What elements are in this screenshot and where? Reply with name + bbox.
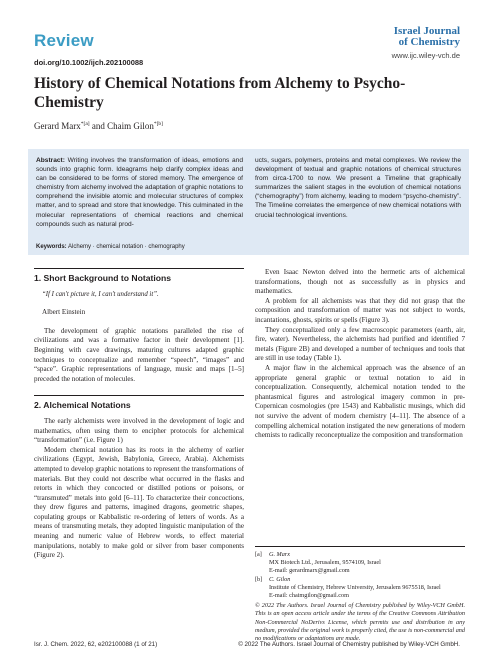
keywords-list: Alchemy · chemical notation · chemography	[68, 244, 185, 250]
paragraph: A problem for all alchemists was that they did not grasp that the composition and transformation of matter was not subject to words, incantations, ghosts, spirits or spells (Figure 3).	[255, 296, 465, 324]
paragraph: Even Isaac Newton delved into the hermetic arts of alchemical transformations, though not as successfully as in physics and mathematics.	[255, 268, 465, 296]
paragraph: A major flaw in the alchemical approach was the absence of an appropriate general graphic or textual notation to aid in conceptualization. Consequently, alchemical notation tended to the phantasmical figures and astrological imagery common in pre-Copernican cosmologies (pre 1543) and Kabbalistic musings, which did not survive the advent of modern chemistry [4–11]. The absence of a compelling alchemical notation instigated the new generations of modern chemists to radically reconceptualize the composition and transformation	[255, 363, 465, 440]
body-column-right	[255, 268, 465, 643]
epigraph-author: Albert Einstein	[42, 308, 86, 317]
affiliation-email[interactable]: E-mail: chaimgilon@gmail.com	[269, 592, 349, 600]
paragraph: The early alchemists were involved in the development of logic and mathematics, often using them to encipher protocols for alchemical “transformation” (i.e. Figure 1)	[34, 416, 244, 445]
author-list	[34, 121, 163, 131]
affiliation-email[interactable]: E-mail: gerardmarx@gmail.com	[269, 567, 350, 575]
author-marker: *[b]	[153, 121, 164, 127]
section-heading: 1. Short Background to Notations	[34, 273, 172, 283]
journal-logo	[394, 26, 460, 48]
section-rule	[34, 268, 244, 269]
affiliation-key: [a]	[255, 551, 262, 558]
paragraph: The development of graphic notations paralleled the rise of civilizations and was a formative factor in their development [1]. Beginning with cave drawings, maturing cultures adapted graphic techniques to conceptualize and remember “speech”, “images” and “space”. Graphic representations of language, music and maps [1–5] preceded the notation of molecules.	[34, 326, 244, 383]
footer-copyright: © 2022 The Authors. Israel Journal of Chemistry published by Wiley-VCH GmbH.	[238, 641, 460, 648]
affiliation-address: Institute of Chemistry, Hebrew University, Jerusalem 9675518, Israel	[269, 583, 441, 591]
affiliation-entry	[255, 551, 465, 576]
journal-name-line1: Israel Journal	[393, 25, 460, 37]
author-name: Gerard Marx	[34, 121, 81, 131]
affiliations	[255, 546, 465, 643]
keywords	[36, 244, 185, 250]
affiliation-address: MX Biotech Ltd., Jerusalem, 9574109, Israel	[269, 559, 381, 567]
paragraph: Modern chemical notation has its roots in the alchemy of earlier civilizations (Egypt, Jewish, Babylonia, Greece, Arabia). Alchemists attempted to develop graphic notations to represent the transformations of materials. But they could not describe what occurred in the flasks and retorts in which they concocted or distilled potions or poisons, or “transmuted” metals into gold [6–11]. To characterize their concoctions, they drew figures and patterns, imagined dragons, geometric shapes, copulating groups or Kabbalistic re-ordering of letters of words. As a means of transmuting metals, they adopted linguistic manipulation of the meaning and numeric value of Hebrew words, to effect material manipulations, notably to make gold or silver from baser components (Figure 2).	[34, 445, 244, 560]
abstract-column-right: ucts, sugars, polymers, proteins and metal complexes. We review the development of textual and graphic notations of chemical structures from circa-1700 to now. We present a Timeline that graphically summarizes the salient stages in the evolution of chemical notations (“chemography”) from alchemy, leading to modern “psycho-chemistry”. The Timeline correlates the emergence of new chemical notations with crucial technological inventions.	[255, 157, 461, 219]
abstract-label: Abstract:	[36, 157, 65, 164]
affiliation-entry	[255, 576, 465, 601]
author-name: Chaim Gilon	[107, 121, 154, 131]
body-column-left	[34, 268, 244, 561]
section-rule	[34, 395, 244, 396]
journal-name-line2: of Chemistry	[398, 36, 460, 48]
license-notice: © 2022 The Authors. Israel Journal of Chemistry published by Wiley-VCH GmbH. This is an open access article under the terms of the Creative Commons Attribution Non-Commercial NoDerivs License, which permits use and distribution in any medium, provided the original work is properly cited, the use is non-commercial and no modifications or adaptations are made.	[255, 602, 465, 643]
abstract-text: Writing involves the transformation of ideas, emotions and sounds into graphic form. Ideagrams help clarify complex ideas and can be considered to be forms of stored memory. The emergence of chemistry from alchemy involved the adaptation of graphic notations to comprehend the invisible atomic and molecular structures of complex matter, and to spread and store that knowledge. This culminated in the molecular representations of chemical reactions and chemical compounds such as natural prod-	[36, 157, 243, 228]
affiliation-key: [b]	[255, 575, 263, 583]
section-heading: 2. Alchemical Notations	[34, 400, 131, 411]
author-conjunction: and	[89, 121, 108, 131]
footer-citation: Isr. J. Chem. 2022, 62, e202100088 (1 of 21)	[34, 641, 158, 648]
paragraph: They conceptualized only a few macroscopic parameters (earth, air, fire, water). Nevertheless, the alchemists had purified and identified 7 metals (Figure 2B) and developed a number of techniques and tools that are still in use today (Table 1).	[255, 325, 465, 363]
epigraph-quote: “If I can't picture it, I can't understand it”.	[42, 290, 159, 298]
keywords-label: Keywords:	[36, 244, 67, 250]
abstract-box	[28, 149, 469, 255]
author-marker: *[a]	[80, 121, 90, 127]
abstract-column-left	[36, 156, 243, 229]
affiliation-name: C. Gilon	[269, 575, 291, 583]
affiliation-name: G. Marx	[269, 551, 290, 558]
section-label: Review	[34, 31, 94, 50]
article-title: History of Chemical Notations from Alchemy to Psycho-Chemistry	[34, 75, 406, 111]
journal-url[interactable]: www.ijc.wiley-vch.de	[391, 51, 460, 60]
doi-link[interactable]: doi.org/10.1002/ijch.202100088	[34, 58, 144, 67]
